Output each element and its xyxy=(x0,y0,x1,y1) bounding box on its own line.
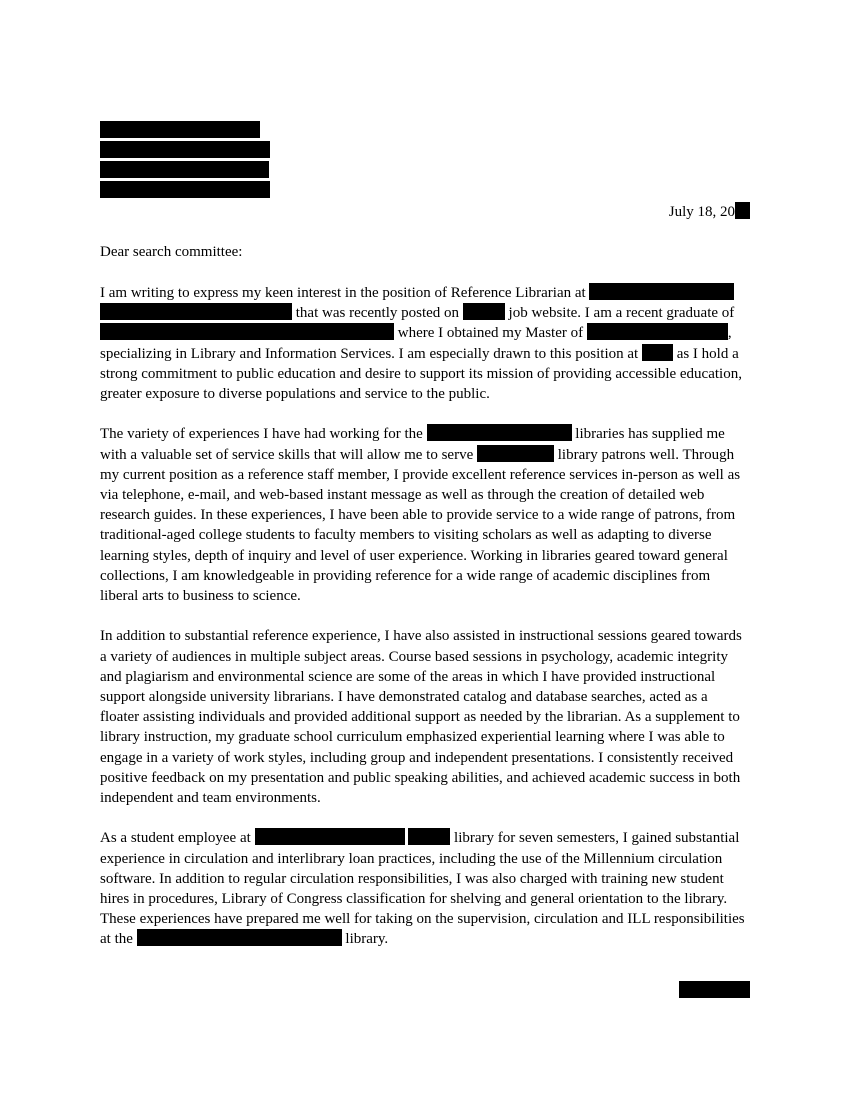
sender-address-block xyxy=(100,121,270,201)
date-text: July 18, 20 xyxy=(668,204,735,220)
p4-text-3: library. xyxy=(345,931,389,948)
p2-text-3: library patrons well. Through my current position as a reference staff member, I provide excellent reference services in-person as well as via telephone, e-mail, and web-based instant message as well as through the creation of detailed web research guides. In these experiences, I have been able to provide service to a wide range of patrons, from traditional-aged college students to faculty members to visiting scholars as well as adapting to diverse learning styles, depth of inquiry and level of user experience. Working in libraries geared toward general collections, I am knowledgeable in providing reference for a wide range of academic disciplines from liberal arts to business to science. xyxy=(100,446,741,605)
p4-text-1: As a student employee at xyxy=(100,830,251,847)
redacted-library-name xyxy=(137,929,342,946)
redacted-signature xyxy=(679,981,750,998)
redacted-school xyxy=(255,828,405,845)
redacted-institution xyxy=(589,283,734,300)
redacted-address-line xyxy=(100,181,270,198)
paragraph-2 xyxy=(100,424,750,606)
p1-text-6: specializing in Library and Information Services. I am especially drawn to this position at xyxy=(100,345,639,362)
p2-text-2: libraries has supplied me with a valuable set of service skills that will allow me to serve xyxy=(100,426,725,463)
p4-text-2: library for seven semesters, I gained substantial experience in circulation and interlibrary loan practices, including the use of the Millennium circulation software. In addition to regular circulation responsibilities, I was also charged with training new student hires in procedures, Library of Congress classification for shelving and general orientation to the library. These experiences have prepared me well for taking on the supervision, circulation and ILL responsibilities at the xyxy=(100,830,745,948)
redacted-address-line xyxy=(100,141,270,158)
redacted-degree xyxy=(587,323,728,340)
redacted-year xyxy=(735,202,750,219)
p2-text-1: The variety of experiences I have had working for the xyxy=(100,426,423,443)
redacted-address-line xyxy=(100,161,269,178)
salutation: Dear search committee: xyxy=(100,244,243,260)
letter-page xyxy=(100,0,750,1100)
p1-text-4: where I obtained my Master of xyxy=(397,325,584,342)
redacted-institution-short xyxy=(642,344,673,361)
paragraph-1 xyxy=(100,283,750,404)
p1-text-7: as I hold a strong commitment to public education and desire to support its mission of providing accessible education, greater exposure to diverse populations and service to the public. xyxy=(100,345,742,403)
redacted-website xyxy=(463,303,505,320)
paragraph-3: In addition to substantial reference experience, I have also assisted in instructional sessions geared towards a variety of audiences in multiple subject areas. Course based sessions in psychology, academic integrity and plagiarism and environmental science are some of the areas in which I have provided instructional support alongside university librarians. I have demonstrated catalog and database searches, acted as a floater assisting individuals and provided additional support as needed by the librarian. As a supplement to library instruction, my graduate school curriculum emphasized experiential learning where I was able to engage in a variety of work styles, including group and independent presentations. I consistently received positive feedback on my presentation and public speaking abilities, and achieved academic success in both independent and team environments. xyxy=(100,628,742,807)
redacted-library-name xyxy=(477,445,554,462)
paragraph-4 xyxy=(100,828,750,949)
redacted-library-name xyxy=(408,828,450,845)
letter-body xyxy=(100,283,750,970)
p1-text-1: I am writing to express my keen interest in the position of Reference Librarian at xyxy=(100,285,586,301)
letter-date xyxy=(669,202,750,222)
p1-text-5: , xyxy=(727,325,732,342)
redacted-address-line xyxy=(100,121,260,138)
p1-text-2: that was recently posted on xyxy=(295,305,460,322)
redacted-school xyxy=(100,323,394,340)
redacted-library-name xyxy=(427,424,572,441)
p1-text-3: job website. I am a recent graduate of xyxy=(508,305,735,322)
redacted-institution xyxy=(100,303,292,320)
